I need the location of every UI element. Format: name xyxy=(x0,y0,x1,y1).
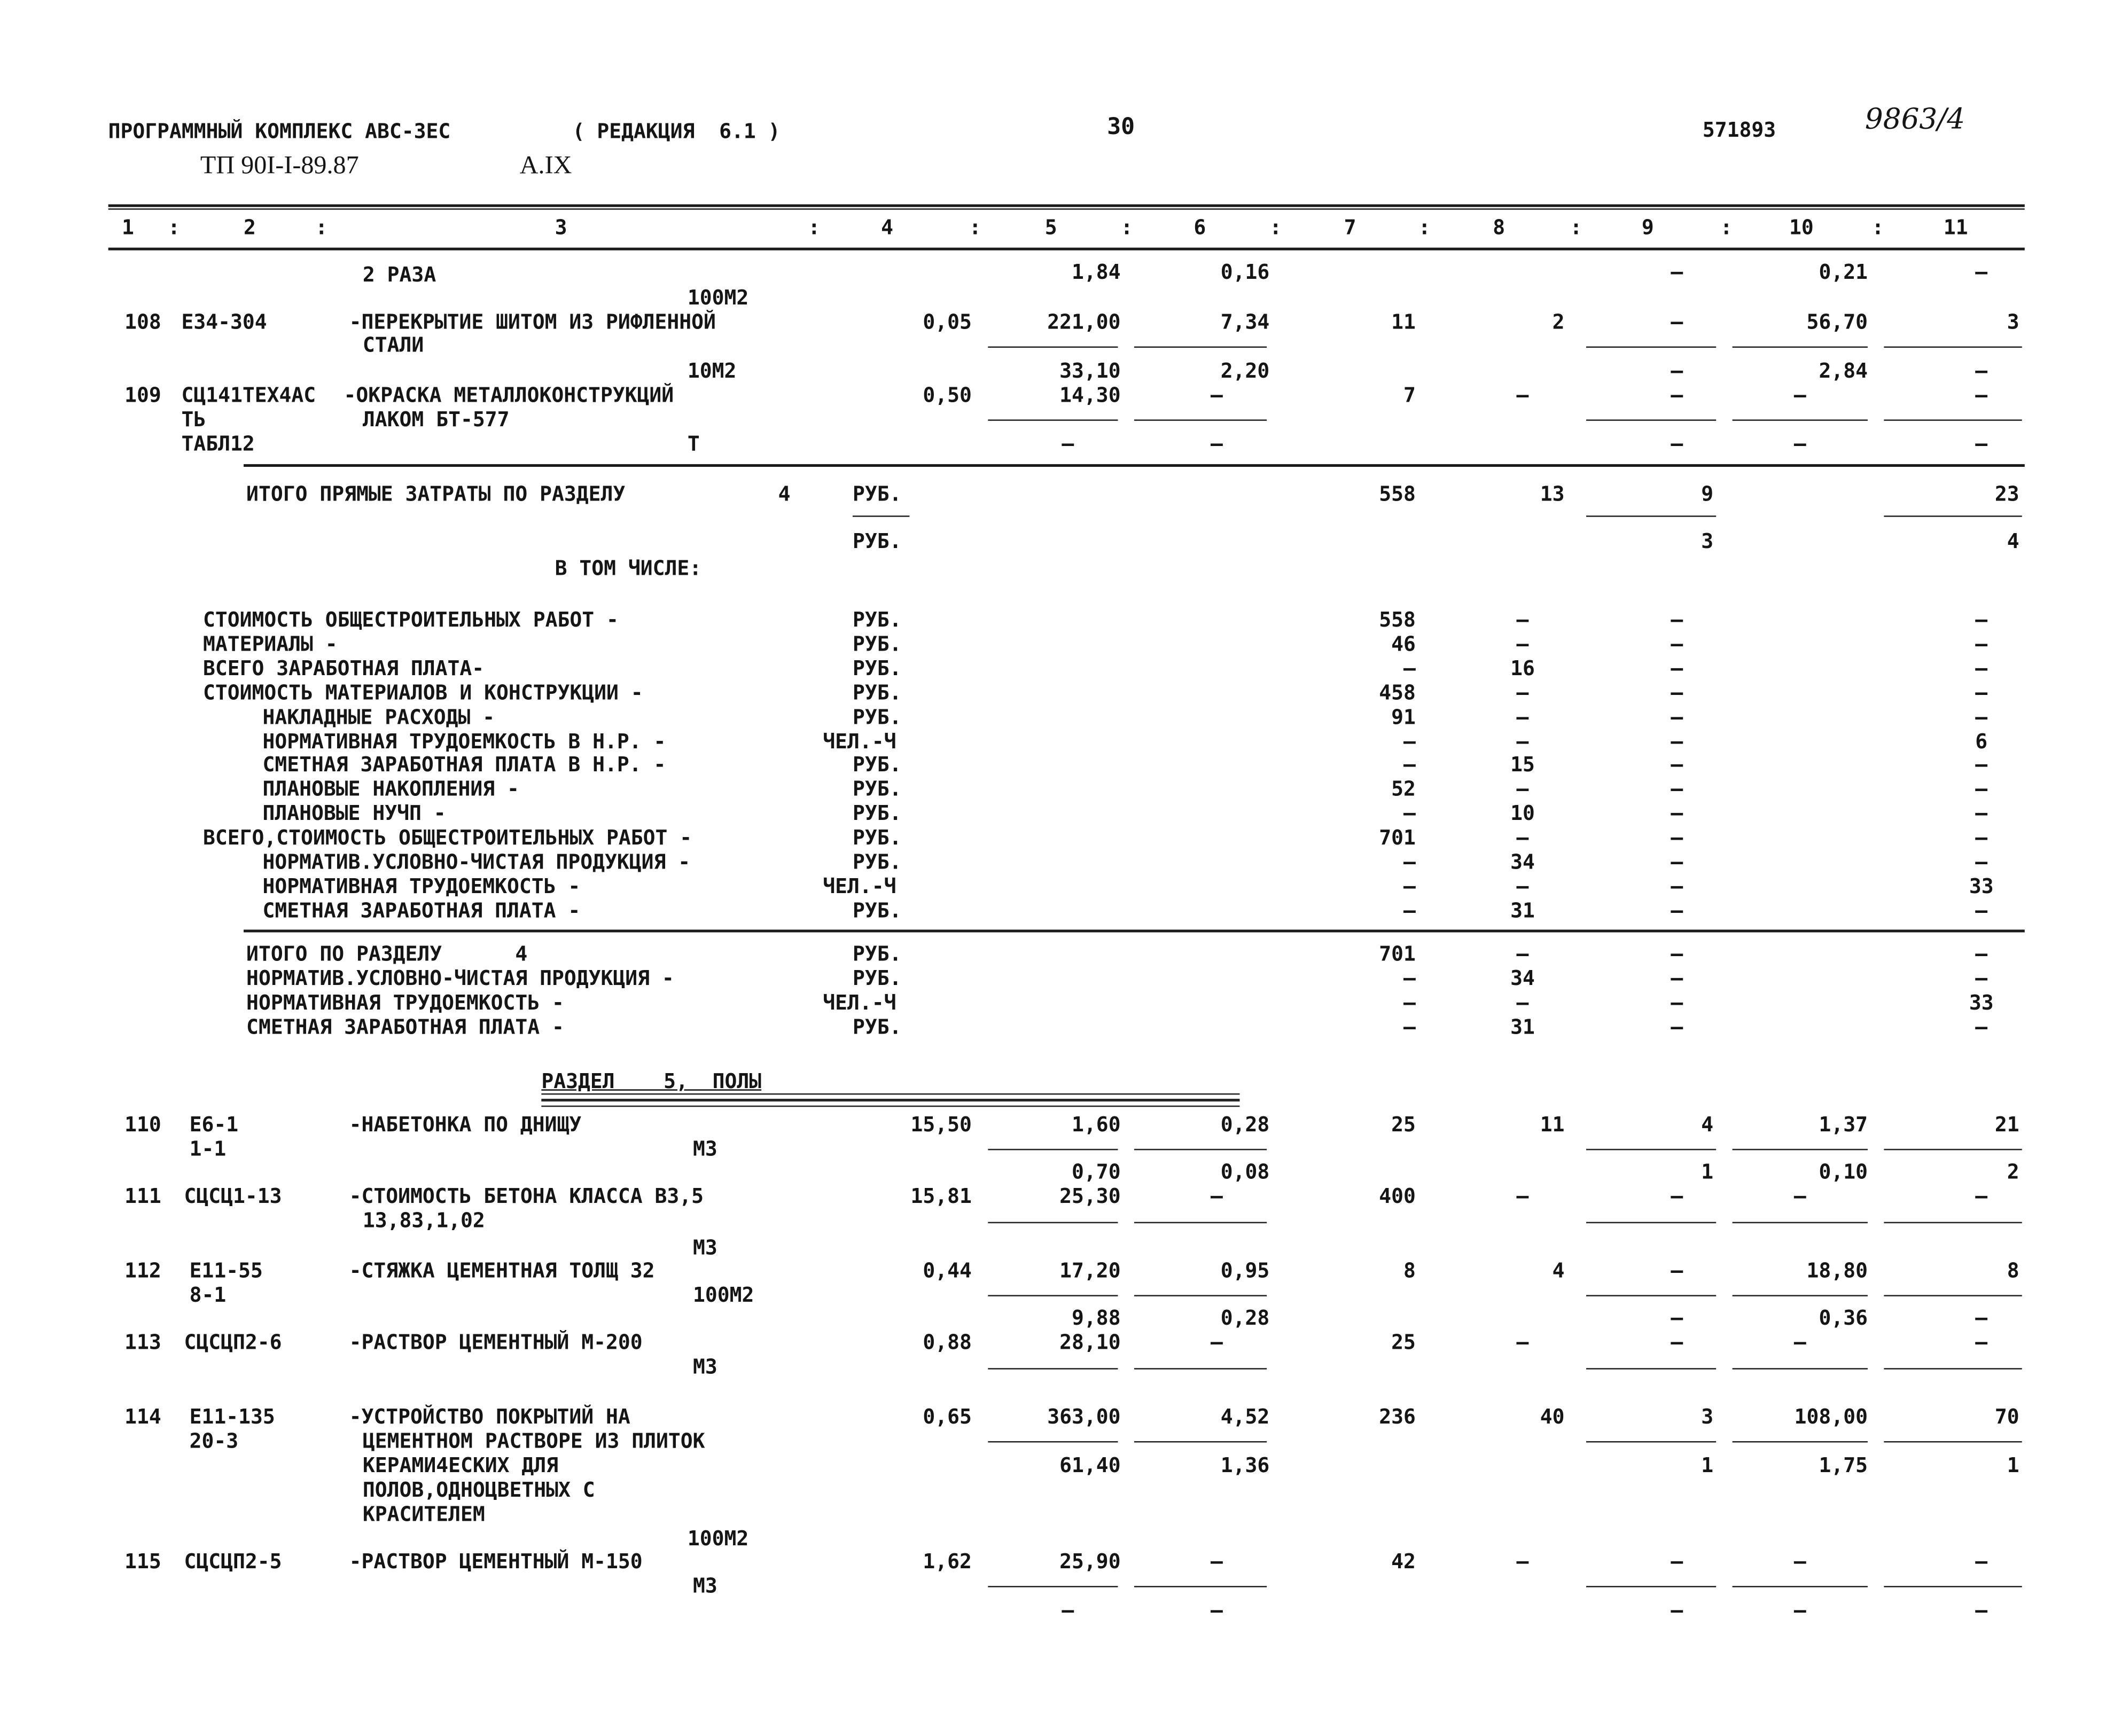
project-code: ТП 90I-I-89.87 xyxy=(200,151,359,180)
handwritten-note: 9863/4 xyxy=(1865,103,1965,136)
document-code: 571893 xyxy=(1702,118,1776,142)
estimate-page: ПРОГРАММНЫЙ КОМПЛЕКС АВС-3ЕС ( РЕДАКЦИЯ 6.1 ) 30 571893 9863/4 ТП 90I-I-89.87 А.IX 1 : 2 : 3 : 4 : 5 : 6 : 7 : 8 : 9 : 10 : 11 2 РАЗА 1,84 0,16 – 0,21 – 100М2 108 Е34-304 -ПЕРЕКРЫТИЕ ШИТОМ ИЗ РИФЛЕННОЙ СТАЛИ 0,05 221,00 7,34 11 2 – 56,70 3 10М2 33,10 2,20 – 2,84 – 109 СЦ141ТЕХ4АС -ОКРАСКА МЕТАЛЛОКОНСТРУКЦИЙ ТЬ ЛАКОМ БТ-577 ТАБЛ12 Т 0,50 14,30 – 7 – – – – – – – – – ИТОГО ПРЯМЫЕ ЗАТРАТЫ ПО РАЗДЕЛУ 4 РУБ. 558 13 9 23 РУБ. 3 4 В ТОМ ЧИСЛЕ: СТОИМОСТЬ ОБЩЕСТРОИТЕЛЬНЫХ РАБОТ - РУБ. 558 – – – МАТЕРИАЛЫ - РУБ. 46 – – – ВСЕГО ЗАРАБОТНАЯ ПЛАТА- РУБ. – 16 – – СТОИМОСТЬ МАТЕРИАЛОВ И КОНСТРУКЦИИ - РУБ. 458 – – – НАКЛАДНЫЕ РАСХОДЫ - РУБ. 91 – – – НОРМАТИВНАЯ ТРУДОЕМКОСТЬ В Н.Р. - ЧЕЛ.-Ч – – – 6 СМЕТНАЯ ЗАРАБОТНАЯ ПЛАТА В Н.Р. - РУБ. – 15 – – ПЛАНОВЫЕ НАКОПЛЕНИЯ - РУБ. 52 – – – ПЛАНОВЫЕ НУЧП - РУБ. – 10 – – ВСЕГО,СТОИМОСТЬ ОБЩЕСТРОИТЕЛЬНЫХ РАБОТ - РУБ. 701 – – – НОРМАТИВ.УСЛОВНО-ЧИСТАЯ ПРОДУКЦИЯ - РУБ. – 34 – – НОРМАТИВНАЯ ТРУДОЕМКОСТЬ - ЧЕЛ.-Ч – – – 33 СМЕТНАЯ ЗАРАБОТНАЯ ПЛАТА - РУБ. – 31 – – ИТОГО ПО РАЗДЕЛУ 4 РУБ. 701 – – – НОРМАТИВ.УСЛОВНО-ЧИСТАЯ ПРОДУКЦИЯ - РУБ. – 34 – – НОРМАТИВНАЯ ТРУДОЕМКОСТЬ - ЧЕЛ.-Ч – – – 33 СМЕТНАЯ ЗАРАБОТНАЯ ПЛАТА - РУБ. – 31 – – РАЗДЕЛ 5, ПОЛЫ 110 Е6-1 1-1 -НАБЕТОНКА ПО ДНИЩУ М3 15,50 1,60 0,28 25 11 4 1,37 21 0,70 0,08 1 0,10 2 111 СЦСЦ1-13 -СТОИМОСТЬ БЕТОНА КЛАССА В3,5 13,83,1,02 М3 15,81 25,30 – 400 – – – – 112 Е11-55 8-1 -СТЯЖКА ЦЕМЕНТНАЯ ТОЛЩ 32 100М2 0,44 17,20 0,95 8 4 – 18,80 8 9,88 0,28 – 0,36 – 113 СЦСЦП2-6 -РАСТВОР ЦЕМЕНТНЫЙ М-200 М3 0,88 28,10 – 25 – – – – 114 Е11-135 20-3 -УСТРОЙСТВО ПОКРЫТИЙ НА ЦЕМЕНТНОМ РАСТВОРЕ ИЗ ПЛИТОК КЕРАМИ4ЕСКИХ ДЛЯ ПОЛОВ,ОДНОЦВЕТНЫХ С КРАСИТЕЛЕМ 100М2 0,65 363,00 4,52 236 40 3 108,00 70 61,40 1,36 1 1,75 1 115 СЦСЦП2-5 -РАСТВОР ЦЕМЕНТНЫЙ М-150 М3 1,62 25,90 – 42 – – – – – – – – – xyxy=(0,0,2114,1736)
col-9: 9 xyxy=(1641,215,1654,240)
col-5: 5 xyxy=(1044,215,1057,240)
header-bottom-rule xyxy=(108,248,2025,251)
program-name: ПРОГРАММНЫЙ КОМПЛЕКС АВС-3ЕС xyxy=(108,119,451,144)
section-rule xyxy=(244,929,2025,932)
page-number: 30 xyxy=(1107,113,1135,141)
album-code: А.IX xyxy=(519,151,572,180)
edition-label: ( РЕДАКЦИЯ 6.1 ) xyxy=(572,119,781,144)
col-11: 11 xyxy=(1943,215,1968,240)
col-3: 3 xyxy=(555,215,567,240)
including-heading: В ТОМ ЧИСЛЕ: xyxy=(555,556,702,581)
col-7: 7 xyxy=(1344,215,1356,240)
col-6: 6 xyxy=(1193,215,1206,240)
col-4: 4 xyxy=(881,215,894,240)
col-8: 8 xyxy=(1493,215,1505,240)
col-2: 2 xyxy=(243,215,256,240)
col-10: 10 xyxy=(1789,215,1814,240)
section-rule xyxy=(244,464,2025,467)
col-1: 1 xyxy=(121,215,134,240)
table-top-rule xyxy=(108,205,2025,207)
table-top-rule-2 xyxy=(108,208,2025,210)
section5-title: РАЗДЕЛ 5, ПОЛЫ xyxy=(541,1069,762,1093)
